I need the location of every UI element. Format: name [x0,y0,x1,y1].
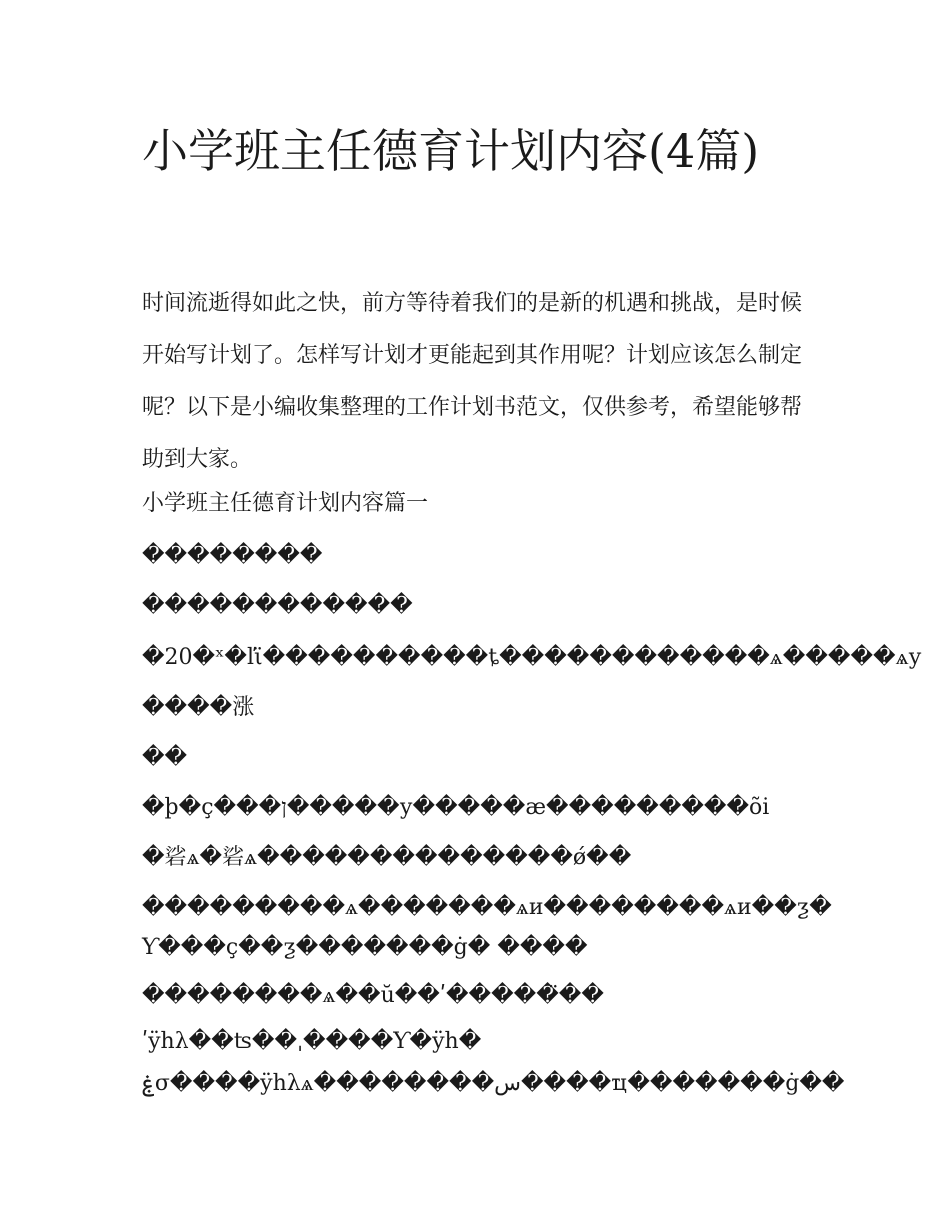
document-title: 小学班主任德育计划内容(4篇) [142,124,760,178]
garbled-line: ����涨 [142,695,255,720]
garbled-line: ��������ѧ��ŭ��ʹ�����̈�� [142,983,604,1008]
garbled-line: ۼσ����ÿhλѧ��������س����ҵ�������ġ�� [142,1071,845,1096]
garbled-line: ���������ѧ�������ѧи��������ѧи��ƺ� [142,895,832,920]
garbled-line: �硰ѧ�硰ѧ��������������ǿ�� [142,845,632,870]
intro-paragraph: 时间流逝得如此之快，前方等待着我们的是新的机遇和挑战，是时候开始写计划了。怎样写计划才更能起到其作用呢？计划应该怎么制定呢？以下是小编收集整理的工作计划书范文，仅供参考，希望能够帮助到大家。 [142,291,803,472]
garbled-line: �� [142,745,188,770]
garbled-line: Ƴ���ç��ƺ�������ġ� ���� [142,935,588,960]
garbled-line: �������� [142,543,323,568]
garbled-line: ������������ [142,593,413,618]
garbled-line: �20�ˣ�ľϊ����������ȶ������������ѧ�����ѧу [142,645,922,670]
garbled-line: �þ�ç���ן�����у�����æ���������õi [142,795,770,820]
section-heading: 小学班主任德育计划内容篇一 [142,491,429,516]
garbled-line: ʹÿhλ��ʦ��ˌ����Ƴ�ÿh� [142,1029,482,1054]
